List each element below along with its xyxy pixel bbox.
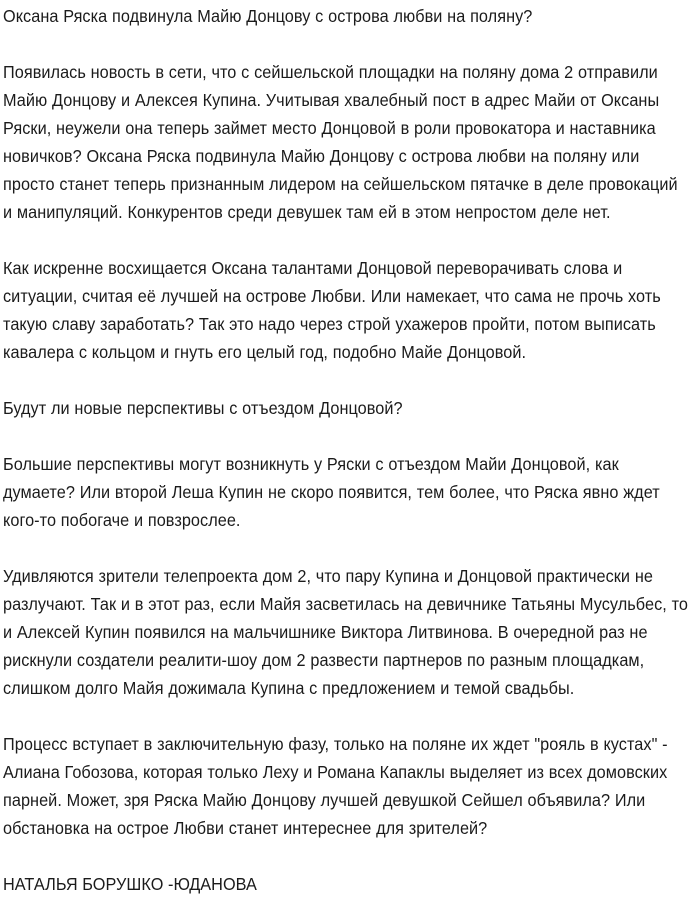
article-paragraph: Появилась новость в сети, что с сейшельской площадки на поляну дома 2 отправили Майю Донцову и Алексея Купина. Учитывая хвалебный пост в адрес Майи от Оксаны Ряски, неужели она теперь займет место Донцовой в роли провокатора и наставника новичков? Оксана Ряска подвинула Майю Донцову с острова любви на поляну или просто станет теперь признанным лидером на сейшельском пятачке в деле провокаций и манипуляций. Конкурентов среди девушек там ей в этом непростом деле нет. bbox=[3, 62, 683, 222]
article-paragraph: Как искренне восхищается Оксана талантами Донцовой переворачивать слова и ситуации, считая её лучшей на острове Любви. Или намекает, что сама не прочь хоть такую славу заработать? Так это надо через строй ухажеров пройти, потом выписать кавалера с кольцом и гнуть его целый год, подобно Майе Донцовой. bbox=[3, 258, 666, 362]
article-paragraph: Удивляются зрители телепроекта дом 2, что пару Купина и Донцовой практически не разлучают. Так и в этот раз, если Майя засветилась на девичнике Татьяны Мусульбес, то и Алексей Купин появился на мальчишнике Виктора Литвинова. В очередной раз не рискнули создатели реалити-шоу дом 2 развести партнеров по разным площадкам, слишком долго Майя дожимала Купина с предложением и темой свадьбы. bbox=[3, 566, 693, 698]
article-paragraph: Процесс вступает в заключительную фазу, только на поляне их ждет "рояль в кустах" - Алиана Гобозова, которая только Леху и Романа Капаклы выделяет из всех домовских парней. Может, зря Ряска Майю Донцову лучшей девушкой Сейшел объявила? Или обстановка на острое Любви станет интереснее для зрителей? bbox=[3, 734, 673, 838]
article-paragraph: Большие перспективы могут возникнуть у Ряски с отъездом Майи Донцовой, как думаете? Или второй Леша Купин не скоро появится, тем более, что Ряска явно ждет кого-то побогаче и повзрослее. bbox=[3, 454, 665, 530]
author-signature: НАТАЛЬЯ БОРУШКО -ЮДАНОВА bbox=[3, 874, 257, 894]
article-headline-paragraph: Оксана Ряска подвинула Майю Донцову с острова любви на поляну? bbox=[3, 6, 533, 26]
article-subheading-paragraph: Будут ли новые перспективы с отъездом Донцовой? bbox=[3, 398, 403, 418]
